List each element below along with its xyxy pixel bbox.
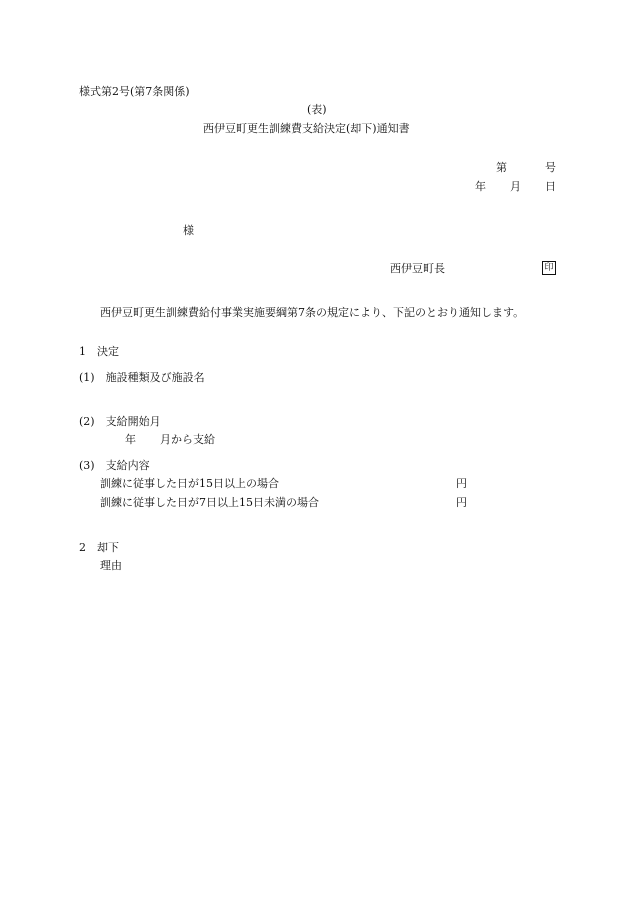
date-month: 月 — [510, 180, 521, 193]
document-title: 西伊豆町更生訓練費支給決定(却下)通知書 — [203, 122, 410, 135]
seal-text: 印 — [544, 262, 554, 273]
date-day: 日 — [545, 180, 556, 193]
item1-label: (1) 施設種類及び施設名 — [79, 371, 205, 384]
date-year: 年 — [475, 180, 486, 193]
item3-row1-unit: 円 — [456, 477, 467, 490]
sender-title: 西伊豆町長 — [390, 262, 445, 275]
seal-bracket — [555, 261, 556, 275]
number-go: 号 — [545, 161, 556, 174]
body-text: 西伊豆町更生訓練費給付事業実施要綱第7条の規定により、下記のとおり通知します。 — [100, 306, 525, 319]
number-dai: 第 — [496, 161, 507, 174]
section1-heading: 1 決定 — [79, 345, 119, 358]
section2-heading: 2 却下 — [79, 541, 119, 554]
item2-year: 年 — [125, 433, 136, 446]
form-number-label: 様式第2号(第7条関係) — [79, 85, 190, 98]
item2-month-text: 月から支給 — [160, 433, 215, 446]
seal-mark — [542, 261, 556, 275]
item3-row2-text: 訓練に従事した日が7日以上15日未満の場合 — [100, 496, 319, 509]
item3-row2-unit: 円 — [456, 496, 467, 509]
item3-label: (3) 支給内容 — [79, 459, 150, 472]
item3-row1-text: 訓練に従事した日が15日以上の場合 — [100, 477, 279, 490]
section2-reason: 理由 — [100, 559, 122, 572]
side-label: (表) — [307, 103, 327, 116]
item2-label: (2) 支給開始月 — [79, 415, 161, 428]
recipient-honorific: 様 — [183, 224, 194, 237]
